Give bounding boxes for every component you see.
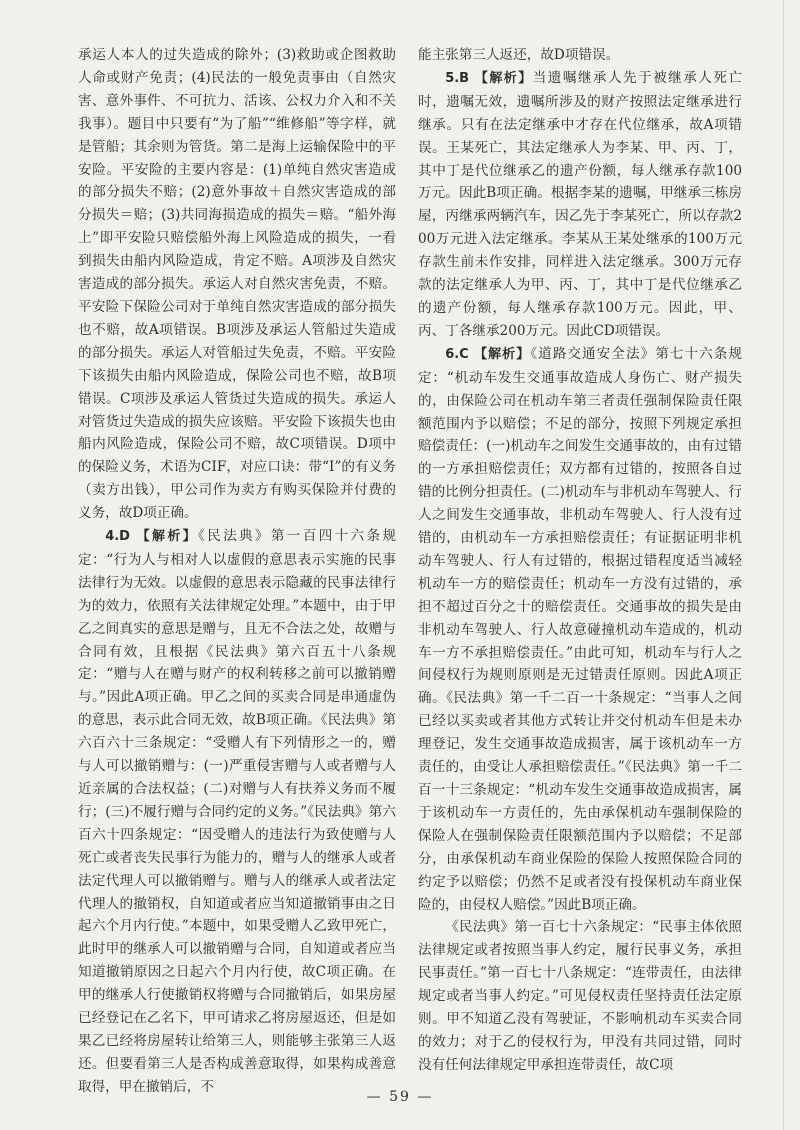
left-column: [78, 44, 396, 1099]
right-paragraph-1: 能主张第三人返还，故D项错误。: [418, 47, 620, 63]
answer-4-text: 《民法典》第一百四十六条规定：“行为人与相对人以虚假的意思表示实施的民事法律行为无效。以虚假的意思表示隐藏的民事法律行为的效力，依照有关法律规定处理。”本题中，由于甲乙之间真实的意思是赠与，且无不合法之处，故赠与合同有效，且根据《民法典》第六百五十八条规定：“赠与人在赠与财产的权利转移之前可以撤销赠与。”因此A项正确。甲乙之间的买卖合同是串通虚伪的意思，表示此合同无效，故B项正确。《民法典》第六百六十三条规定：“受赠人有下列情形之一的，赠与人可以撤销赠与：(一)严重侵害赠与人或者赠与人近亲属的合法权益；(二)对赠与人有扶养义务而不履行；(三)不履行赠与合同约定的义务。”《民法典》第六百六十四条规定：“因受赠人的违法行为致使赠与人死亡或者丧失民事行为能力的，赠与人的继承人或者法定代理人可以撤销赠与。赠与人的继承人或者法定代理人的撤销权，自知道或者应当知道撤销事由之日起六个月内行使。”本题中，如果受赠人乙致甲死亡，此时甲的继承人可以撤销赠与合同，自知道或者应当知道撤销原因之日起六个月内行使，故C项正确。在甲的继承人行使撤销权将赠与合同撤销后，如果房屋已经登记在乙名下，甲可请求乙将房屋返还，但是如果乙已经将房屋转让给第三人，则能够主张第三人返还。但要看第三人是否构成善意取得，如果构成善意取得，甲在撤销后，不: [78, 528, 396, 1095]
right-paragraph-4: 《民法典》第一百七十六条规定：“民事主体依照法律规定或者按照当事人约定，履行民事义务，承担民事责任。”第一百七十八条规定：“连带责任，由法律规定或者当事人约定。”可见侵权责任坚持责任法定原则。甲不知道乙没有驾驶证，不影响机动车买卖合同的效力；对于乙的侵权行为，甲没有共同过错，同时没有任何法律规定甲承担连带责任，故C项: [418, 919, 742, 1073]
page-number: — 59 —: [366, 1089, 434, 1105]
answer-5-paragraph: [418, 67, 742, 343]
right-column: [418, 44, 742, 1077]
answer-5-text: 当遗嘱继承人先于被继承人死亡时，遗嘱无效，遗嘱所涉及的财产按照法定继承进行继承。只有在法定继承中才存在代位继承，故A项错误。王某死亡，其法定继承人为李某、甲、丙、丁，其中丁是代位继承乙的遗产份额，每人继承存款100万元。因此B项正确。根据李某的遗嘱，甲继承三栋房屋，丙继承两辆汽车，因乙先于李某死亡，所以存款200万元进入法定继承。李某从王某处继承的100万元存款生前未作安排，同样进入法定继承。300万元存款的法定继承人为甲、丙、丁，其中丁是代位继承乙的遗产份额，每人继承存款100万元。因此，甲、丙、丁各继承200万元。因此CD项错误。: [418, 69, 742, 339]
answer-5-number: 5.B: [445, 70, 470, 86]
answer-6-number: 6.C: [445, 346, 469, 362]
answer-4-paragraph: [78, 525, 396, 1099]
answer-4-number: 4.D: [105, 529, 130, 545]
left-paragraph-1: 承运人本人的过失造成的除外；(3)救助或企图救助人命或财产免责；(4)民法的一般免责事由（自然灾害、意外事件、不可抗力、活该、公权力介入和不关我事）。题目中只要有“为了船”“维修船”等字样，就是管船；其余则为管货。第二是海上运输保险中的平安险。平安险的主要内容是：(1)单纯自然灾害造成的部分损失不赔；(2)意外事故＋自然灾害造成的部分损失＝赔；(3)共同海损造成的损失＝赔。“船外海上”即平安险只赔偿船外海上风险造成的损失，一看到损失由船内风险造成，肯定不赔。A项涉及自然灾害造成的部分损失。承运人对自然灾害免责，不赔。平安险下保险公司对于单纯自然灾害造成的部分损失也不赔，故A项错误。B项涉及承运人管船过失造成的部分损失。承运人对管船过失免责，不赔。平安险下该损失由船内风险造成，保险公司也不赔，故B项错误。C项涉及承运人管货过失造成的损失。承运人对管货过失造成的损失应该赔。平安险下该损失也由船内风险造成，保险公司不赔，故C项错误。D项中的保险义务，术语为CIF，对应口诀：带“I”的有义务（卖方出钱），甲公司作为卖方有购买保险并付费的义务，故D项正确。: [78, 47, 396, 522]
answer-6-text: 《道路交通安全法》第七十六条规定：“机动车发生交通事故造成人身伤亡、财产损失的，由保险公司在机动车第三者责任强制保险责任限额范围内予以赔偿；不足的部分，按照下列规定承担赔偿责任：(一)机动车之间发生交通事故的，由有过错的一方承担赔偿责任；双方都有过错的，按照各自过错的比例分担责任。(二)机动车与非机动车驾驶人、行人之间发生交通事故，非机动车驾驶人、行人没有过错的，由机动车一方承担赔偿责任；有证据证明非机动车驾驶人、行人有过错的，根据过错程度适当减轻机动车一方的赔偿责任；机动车一方没有过错的，承担不超过百分之十的赔偿责任。交通事故的损失是由非机动车驾驶人、行人故意碰撞机动车造成的，机动车一方不承担赔偿责任。”由此可知，机动车与行人之间侵权行为规则原则是无过错责任原则。因此A项正确。《民法典》第一千二百一十条规定：“当事人之间已经以买卖或者其他方式转让并交付机动车但是未办理登记，发生交通事故造成损害，属于该机动车一方责任的，由受让人承担赔偿责任。”《民法典》第一千二百一十三条规定：“机动车发生交通事故造成损害，属于该机动车一方责任的，先由承保机动车强制保险的保险人在强制保险责任限额范围内予以赔偿；不足部分，由承保机动车商业保险的保险人按照保险合同的约定予以赔偿；仍然不足或者没有投保机动车商业保险的，由侵权人赔偿。”因此B项正确。: [418, 345, 742, 913]
answer-6-paragraph: [418, 343, 742, 917]
answer-5-label: 【解析】: [474, 70, 533, 86]
answer-4-label: 【解析】: [136, 529, 198, 545]
answer-6-label: 【解析】: [474, 346, 531, 362]
page-edge-divider: [783, 0, 784, 1130]
